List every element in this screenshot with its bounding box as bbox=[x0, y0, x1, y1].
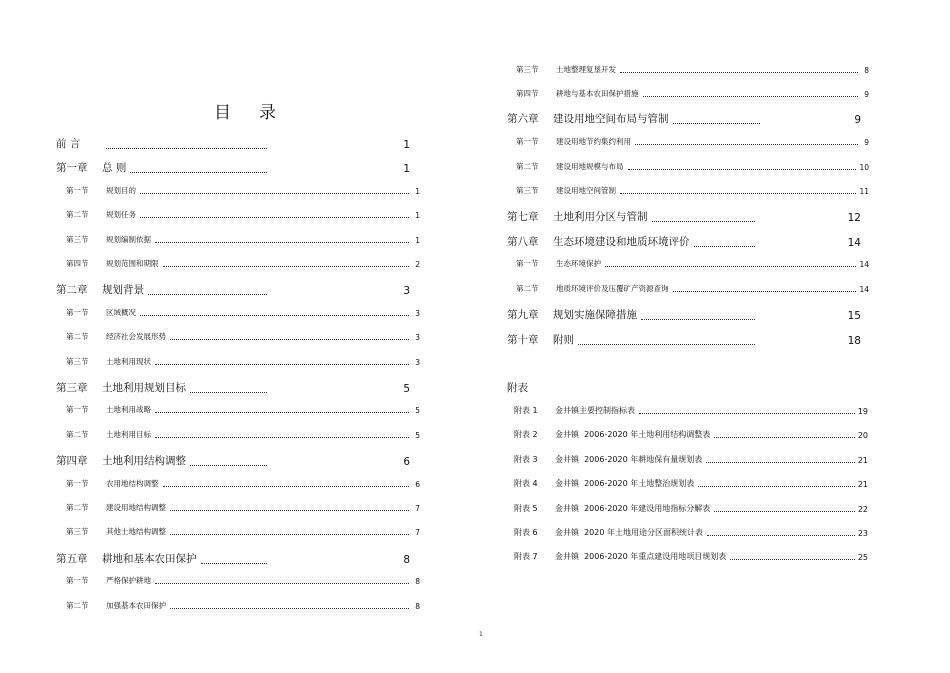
toc-leader-dots bbox=[163, 486, 410, 487]
toc-leader-dots bbox=[155, 242, 409, 243]
toc-section-entry[interactable] bbox=[66, 478, 420, 489]
toc-page-number: 1 bbox=[415, 186, 420, 196]
toc-entry-label: 第二节 bbox=[66, 503, 89, 512]
toc-section-entry[interactable] bbox=[66, 600, 420, 611]
toc-entry-text: 生态环境保护 bbox=[556, 259, 601, 268]
appendix-entry[interactable] bbox=[514, 503, 868, 514]
toc-entry-label: 第二节 bbox=[66, 210, 89, 220]
appendix-entry-label: 附表 4 bbox=[514, 479, 538, 489]
appendix-entry[interactable] bbox=[514, 429, 868, 440]
toc-leader-dots bbox=[148, 294, 267, 295]
toc-leader-dots bbox=[170, 534, 409, 535]
toc-chapter-entry[interactable] bbox=[507, 209, 861, 224]
toc-entry-text: 附则 bbox=[553, 334, 574, 346]
toc-page-number: 6 bbox=[403, 456, 410, 469]
toc-entry-text: 土地利用结构调整 bbox=[102, 455, 186, 468]
toc-entry-label: 第二节 bbox=[66, 332, 89, 342]
toc-chapter-entry[interactable] bbox=[56, 136, 410, 151]
toc-page-number: 3 bbox=[415, 333, 420, 343]
toc-entry-label: 第十章 bbox=[507, 334, 539, 346]
toc-entry-label: 第七章 bbox=[507, 211, 539, 223]
toc-leader-dots bbox=[707, 535, 855, 536]
toc-section-entry[interactable] bbox=[66, 331, 420, 342]
toc-entry-label: 第四节 bbox=[66, 259, 89, 268]
toc-leader-dots bbox=[714, 511, 855, 512]
toc-page-number: 8 bbox=[864, 66, 869, 75]
toc-entry-text: 其他土地结构调整 bbox=[106, 527, 166, 537]
appendix-entry-text: 金井镇 2006-2020 年耕地保有量规划表 bbox=[555, 454, 703, 464]
toc-leader-dots bbox=[641, 319, 755, 320]
toc-entry-label: 第一节 bbox=[66, 307, 89, 317]
toc-page-number: 5 bbox=[415, 406, 420, 416]
toc-entry-text: 农用地结构调整 bbox=[106, 478, 159, 488]
toc-leader-dots bbox=[635, 144, 858, 145]
toc-section-entry[interactable] bbox=[66, 209, 420, 220]
toc-entry-label: 前 言 bbox=[56, 138, 81, 150]
toc-leader-dots bbox=[155, 364, 409, 365]
toc-leader-dots bbox=[190, 465, 267, 466]
toc-leader-dots bbox=[130, 172, 267, 173]
toc-leader-dots bbox=[620, 193, 856, 194]
toc-section-entry[interactable] bbox=[66, 429, 420, 440]
toc-section-entry[interactable] bbox=[516, 161, 869, 172]
toc-page-number: 8 bbox=[403, 553, 410, 566]
toc-section-entry[interactable] bbox=[516, 88, 869, 99]
appendix-entry-label: 附表 1 bbox=[514, 406, 538, 415]
appendix-entry-text: 金井镇 2006-2020 年土地整治规划表 bbox=[555, 479, 695, 489]
appendix-entry[interactable] bbox=[514, 527, 868, 538]
toc-leader-dots bbox=[155, 437, 409, 438]
toc-entry-text: 建设用地结构调整 bbox=[106, 503, 166, 512]
toc-entry-text: 建设用地节约集约利用 bbox=[556, 137, 631, 146]
toc-entry-text: 土地利用规划目标 bbox=[102, 382, 186, 394]
toc-entry-label: 第三节 bbox=[516, 65, 539, 74]
toc-leader-dots bbox=[170, 339, 409, 340]
toc-entry-text: 严格保护耕地 bbox=[106, 576, 151, 586]
toc-page-number: 3 bbox=[415, 357, 420, 367]
toc-leader-dots bbox=[694, 246, 755, 247]
toc-page-number: 14 bbox=[859, 285, 869, 294]
toc-entry-label: 第六章 bbox=[507, 113, 539, 125]
toc-entry-text: 土地利用现状 bbox=[106, 356, 151, 366]
toc-entry-label: 第三节 bbox=[66, 356, 89, 366]
toc-leader-dots bbox=[605, 266, 856, 267]
appendix-page-number: 21 bbox=[857, 455, 868, 465]
toc-entry-label: 第三章 bbox=[56, 382, 88, 394]
appendix-page-number: 21 bbox=[857, 480, 868, 490]
toc-entry-label: 第二节 bbox=[66, 600, 89, 610]
toc-page-number: 7 bbox=[415, 528, 420, 538]
toc-entry-text: 经济社会发展形势 bbox=[106, 332, 166, 342]
toc-entry-label: 第三节 bbox=[66, 234, 89, 244]
appendix-entry[interactable] bbox=[514, 551, 868, 562]
toc-entry-label: 第一节 bbox=[516, 137, 539, 146]
toc-page-number: 14 bbox=[847, 237, 861, 249]
toc-page-number: 9 bbox=[864, 90, 869, 99]
toc-chapter-entry[interactable] bbox=[507, 332, 861, 347]
toc-section-entry[interactable] bbox=[516, 136, 869, 147]
toc-leader-dots bbox=[163, 266, 410, 267]
toc-entry-text: 规划目的 bbox=[106, 185, 136, 195]
toc-page-number: 5 bbox=[415, 430, 420, 440]
toc-leader-dots bbox=[698, 486, 855, 487]
toc-chapter-entry[interactable] bbox=[507, 234, 861, 249]
toc-chapter-entry[interactable] bbox=[56, 551, 410, 566]
toc-entry-text: 土地利用分区与管制 bbox=[553, 211, 648, 223]
toc-chapter-entry[interactable] bbox=[507, 307, 861, 322]
toc-entry-text: 规划任务 bbox=[106, 210, 136, 220]
toc-entry-label: 第九章 bbox=[507, 309, 539, 321]
toc-page-number: 9 bbox=[864, 138, 869, 147]
page-number: 1 bbox=[479, 631, 483, 638]
toc-entry-text: 建设用地空间管制 bbox=[556, 186, 616, 195]
toc-entry-text: 土地整理复垦开发 bbox=[556, 65, 616, 74]
toc-leader-dots bbox=[643, 96, 859, 97]
toc-entry-text: 规划编制依据 bbox=[106, 234, 151, 244]
toc-page-number: 15 bbox=[847, 310, 861, 322]
toc-entry-label: 第二节 bbox=[516, 284, 539, 293]
toc-page-number: 12 bbox=[847, 212, 861, 224]
toc-entry-text: 规划实施保障措施 bbox=[553, 309, 637, 321]
appendix-entry-text: 金井镇 2006-2020 年土地利用结构调整表 bbox=[555, 430, 711, 440]
toc-section-entry[interactable] bbox=[516, 283, 869, 294]
appendix-entry[interactable] bbox=[514, 454, 868, 465]
appendix-page-number: 20 bbox=[857, 431, 868, 441]
appendix-heading: 附表 bbox=[507, 382, 528, 394]
toc-section-entry[interactable] bbox=[66, 234, 420, 245]
toc-leader-dots bbox=[140, 193, 409, 194]
toc-page-number: 5 bbox=[403, 383, 410, 395]
appendix-entry-label: 附表 2 bbox=[514, 430, 538, 440]
toc-leader-dots bbox=[190, 392, 267, 393]
toc-leader-dots bbox=[652, 221, 755, 222]
toc-page-number: 2 bbox=[415, 260, 420, 269]
toc-entry-text: 建设用地空间布局与管制 bbox=[553, 113, 669, 125]
toc-entry-label: 第五章 bbox=[56, 552, 88, 565]
toc-entry-text: 地质环境评价及压覆矿产资源查询 bbox=[556, 284, 669, 293]
toc-leader-dots bbox=[140, 315, 409, 316]
toc-section-entry[interactable] bbox=[66, 502, 420, 513]
toc-section-entry[interactable] bbox=[516, 64, 869, 75]
toc-page-number: 8 bbox=[415, 601, 420, 611]
toc-section-entry[interactable] bbox=[66, 356, 420, 367]
toc-entry-label: 第四章 bbox=[56, 455, 88, 468]
toc-section-entry[interactable] bbox=[516, 185, 869, 196]
appendix-entry-text: 金井镇 2006-2020 年建设用地指标分解表 bbox=[555, 503, 711, 513]
toc-leader-dots bbox=[106, 148, 267, 149]
toc-page-number: 1 bbox=[403, 163, 410, 176]
toc-leader-dots bbox=[714, 437, 855, 438]
toc-page-number: 1 bbox=[415, 211, 420, 221]
toc-page-number: 8 bbox=[415, 577, 420, 587]
toc-leader-dots bbox=[620, 72, 858, 73]
toc-section-entry[interactable] bbox=[66, 258, 420, 269]
toc-page-number: 10 bbox=[859, 163, 869, 172]
appendix-entry[interactable] bbox=[514, 478, 868, 489]
appendix-page-number: 23 bbox=[857, 529, 868, 538]
appendix-entry-text: 金井镇主要控制指标表 bbox=[555, 406, 635, 415]
toc-chapter-entry[interactable] bbox=[56, 380, 410, 395]
toc-page-number: 9 bbox=[854, 114, 861, 126]
toc-chapter-entry[interactable] bbox=[56, 453, 410, 468]
toc-section-entry[interactable] bbox=[66, 185, 420, 196]
appendix-entry-label: 附表 5 bbox=[514, 503, 538, 513]
toc-page-number: 1 bbox=[403, 139, 410, 151]
toc-entry-label: 第一章 bbox=[56, 162, 88, 175]
toc-section-entry[interactable] bbox=[66, 526, 420, 537]
toc-leader-dots bbox=[673, 123, 761, 124]
toc-leader-dots bbox=[155, 412, 409, 413]
toc-section-entry[interactable] bbox=[66, 404, 420, 415]
toc-entry-text: 建设用地规模与布局 bbox=[556, 162, 624, 171]
appendix-entry-label: 附表 7 bbox=[514, 552, 538, 562]
toc-page-number: 3 bbox=[415, 308, 420, 318]
toc-entry-text: 加强基本农田保护 bbox=[106, 600, 166, 610]
appendix-entry[interactable] bbox=[514, 405, 868, 416]
toc-entry-label: 第二节 bbox=[66, 429, 89, 439]
toc-leader-dots bbox=[628, 169, 857, 170]
toc-section-entry[interactable] bbox=[516, 258, 869, 269]
document-title: 目录 bbox=[214, 103, 304, 123]
toc-entry-label: 第二章 bbox=[56, 284, 88, 297]
toc-page-number: 11 bbox=[859, 187, 869, 196]
toc-page-number: 3 bbox=[403, 285, 410, 298]
toc-entry-label: 第三节 bbox=[66, 527, 89, 537]
toc-entry-text: 土地利用战略 bbox=[106, 405, 151, 415]
toc-chapter-entry[interactable] bbox=[507, 111, 861, 126]
toc-leader-dots bbox=[201, 563, 268, 564]
toc-leader-dots bbox=[155, 583, 409, 584]
toc-section-entry[interactable] bbox=[66, 575, 420, 586]
toc-page-number: 1 bbox=[415, 235, 420, 245]
toc-entry-label: 第一节 bbox=[66, 576, 89, 586]
toc-entry-text: 总 则 bbox=[102, 162, 127, 175]
toc-entry-label: 第二节 bbox=[516, 162, 539, 171]
toc-entry-text: 规划范围和期限 bbox=[106, 259, 159, 268]
toc-entry-label: 第四节 bbox=[516, 89, 539, 98]
toc-entry-label: 第一节 bbox=[66, 478, 89, 488]
toc-leader-dots bbox=[140, 217, 409, 218]
appendix-entry-text: 金井镇 2006-2020 年重点建设用地项目规划表 bbox=[555, 552, 727, 562]
appendix-entry-label: 附表 3 bbox=[514, 454, 538, 464]
appendix-entry-text: 金井镇 2020 年土地用途分区面积统计表 bbox=[555, 528, 703, 537]
toc-entry-text: 生态环境建设和地质环境评价 bbox=[553, 236, 690, 248]
appendix-page-number: 19 bbox=[857, 407, 868, 416]
toc-leader-dots bbox=[706, 462, 855, 463]
appendix-page-number: 22 bbox=[857, 504, 868, 514]
toc-entry-text: 区域概况 bbox=[106, 307, 136, 317]
toc-leader-dots bbox=[578, 344, 755, 345]
appendix-entry-label: 附表 6 bbox=[514, 528, 538, 537]
toc-chapter-entry[interactable] bbox=[56, 282, 410, 297]
toc-leader-dots bbox=[170, 608, 409, 609]
toc-page-number: 7 bbox=[415, 504, 420, 513]
toc-leader-dots bbox=[170, 510, 409, 511]
toc-entry-text: 土地利用目标 bbox=[106, 429, 151, 439]
toc-leader-dots bbox=[673, 291, 857, 292]
toc-page-number: 6 bbox=[415, 479, 420, 489]
toc-leader-dots bbox=[730, 559, 855, 560]
toc-entry-label: 第一节 bbox=[66, 405, 89, 415]
toc-entry-label: 第三节 bbox=[516, 186, 539, 195]
toc-entry-label: 第八章 bbox=[507, 236, 539, 248]
toc-chapter-entry[interactable] bbox=[56, 160, 410, 175]
toc-leader-dots bbox=[639, 413, 855, 414]
toc-section-entry[interactable] bbox=[66, 307, 420, 318]
toc-entry-label: 第一节 bbox=[66, 185, 89, 195]
toc-entry-text: 耕地与基本农田保护措施 bbox=[556, 89, 639, 98]
toc-page-number: 14 bbox=[859, 260, 869, 269]
toc-entry-label: 第一节 bbox=[516, 259, 539, 268]
toc-page-number: 18 bbox=[847, 335, 861, 347]
toc-entry-text: 耕地和基本农田保护 bbox=[102, 552, 197, 565]
toc-entry-text: 规划背景 bbox=[102, 284, 144, 297]
appendix-page-number: 25 bbox=[857, 553, 868, 563]
